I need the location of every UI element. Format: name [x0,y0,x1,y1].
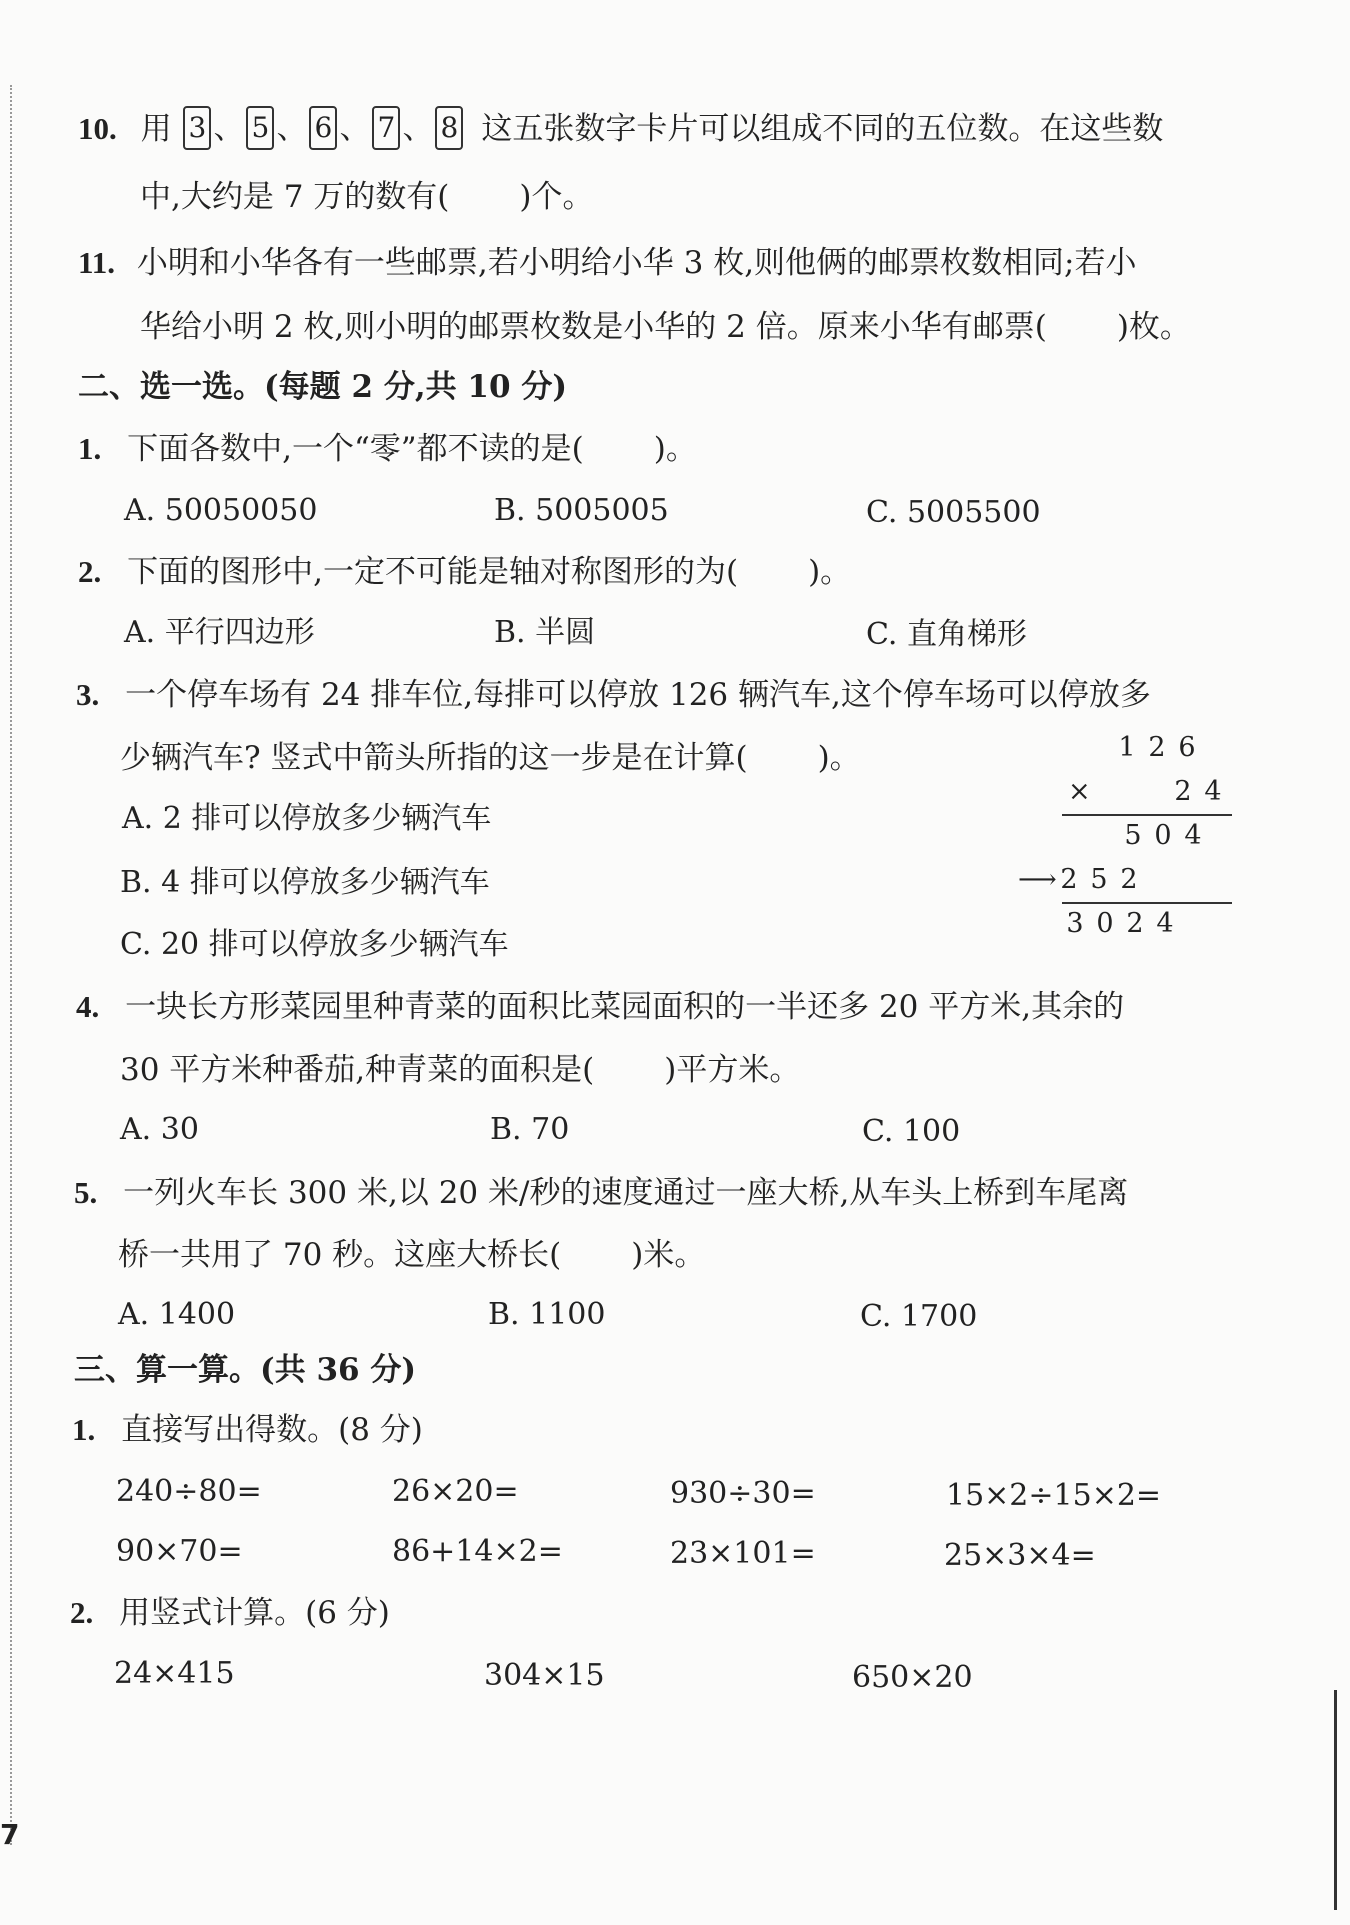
calc-item[interactable]: 26×20= [392,1474,519,1509]
vertical-multiplication [1018,730,1240,950]
question-10-line1: 10. 用 3 、 5 、 6 、 7 、 8 这五张数字卡片可以组成不同的五位数。在这些数 [78,108,1163,152]
vm-line-1 [1062,814,1232,816]
vm-row-product: 3 0 2 4 [1066,908,1174,939]
option-b[interactable]: B. 70 [490,1112,570,1147]
vm-row-multiplicand: 1 2 6 [1118,732,1196,763]
digit-card: 6 [309,106,337,150]
s2-question-3-line2: 少辆汽车? 竖式中箭头所指的这一步是在计算( )。 [120,740,861,776]
s2-question-4-line1: 4. 一块长方形菜园里种青菜的面积比菜园面积的一半还多 20 平方米,其余的 [76,989,1125,1025]
option-b[interactable]: B. 5005005 [494,493,669,528]
calc-item[interactable]: 15×2÷15×2= [946,1478,1162,1513]
vertical-calc-item[interactable]: 304×15 [484,1658,605,1693]
page-number: 7 [0,1818,20,1851]
vertical-calc-item[interactable]: 650×20 [852,1660,973,1695]
section-3-title: 三、算一算。(共 36 分) [74,1352,417,1388]
s2-question-3-line1: 3. 一个停车场有 24 排车位,每排可以停放 126 辆汽车,这个停车场可以停放多 [76,677,1151,713]
calc-item[interactable]: 23×101= [670,1536,816,1571]
times-sign: × [1068,776,1091,807]
option-b[interactable]: B. 4 排可以停放多少辆汽车 [120,865,490,900]
question-11-line1: 11. 小明和小华各有一些邮票,若小明给小华 3 枚,则他俩的邮票枚数相同;若小 [78,245,1137,281]
vm-row-partial-1: 5 0 4 [1124,820,1202,851]
s2-question-2: 2. 下面的图形中,一定不可能是轴对称图形的为( )。 [78,554,852,590]
vm-line-2 [1062,902,1232,904]
calc-item[interactable]: 25×3×4= [944,1538,1096,1573]
option-c[interactable]: C. 100 [862,1114,961,1149]
option-a[interactable]: A. 1400 [118,1297,236,1332]
calc-item[interactable]: 90×70= [116,1534,243,1569]
calc-item[interactable]: 930÷30= [670,1476,816,1511]
s2-question-4-line2: 30 平方米种番茄,种青菜的面积是( )平方米。 [120,1052,801,1088]
page-edge-bar [1334,1690,1337,1910]
digit-card: 7 [372,106,400,150]
option-c[interactable]: C. 20 排可以停放多少辆汽车 [120,927,509,962]
arrow-icon: ⟶ [1018,864,1057,895]
binding-dotted-line [10,85,12,1845]
s3-question-1: 1. 直接写出得数。(8 分) [72,1412,423,1448]
option-a[interactable]: A. 2 排可以停放多少辆汽车 [122,801,492,836]
question-11-line2: 华给小明 2 枚,则小明的邮票枚数是小华的 2 倍。原来小华有邮票( )枚。 [140,309,1191,345]
option-c[interactable]: C. 5005500 [866,495,1041,530]
s3-question-2: 2. 用竖式计算。(6 分) [70,1595,390,1631]
option-c[interactable]: C. 1700 [860,1299,978,1334]
digit-card: 8 [435,106,463,150]
calc-item[interactable]: 86+14×2= [392,1534,563,1569]
option-a[interactable]: A. 50050050 [124,493,318,528]
calc-item[interactable]: 240÷80= [116,1474,262,1509]
option-b[interactable]: B. 1100 [488,1297,606,1332]
question-10-line2: 中,大约是 7 万的数有( )个。 [140,179,594,215]
vm-row-multiplier: × 2 4 [1060,774,1240,810]
option-a[interactable]: A. 30 [120,1112,199,1147]
s2-question-1: 1. 下面各数中,一个“零”都不读的是( )。 [78,431,697,467]
option-c[interactable]: C. 直角梯形 [866,617,1027,652]
digit-card: 5 [246,106,274,150]
vertical-calc-item[interactable]: 24×415 [114,1656,235,1691]
vm-row-partial-2: ⟶ 2 5 2 [1018,862,1238,898]
s2-question-5-line2: 桥一共用了 70 秒。这座大桥长( )米。 [118,1237,706,1273]
option-a[interactable]: A. 平行四边形 [124,615,315,650]
section-2-title: 二、选一选。(每题 2 分,共 10 分) [78,369,568,405]
option-b[interactable]: B. 半圆 [494,615,596,650]
digit-card: 3 [183,106,211,150]
s2-question-5-line1: 5. 一列火车长 300 米,以 20 米/秒的速度通过一座大桥,从车头上桥到车尾离 [74,1175,1129,1211]
